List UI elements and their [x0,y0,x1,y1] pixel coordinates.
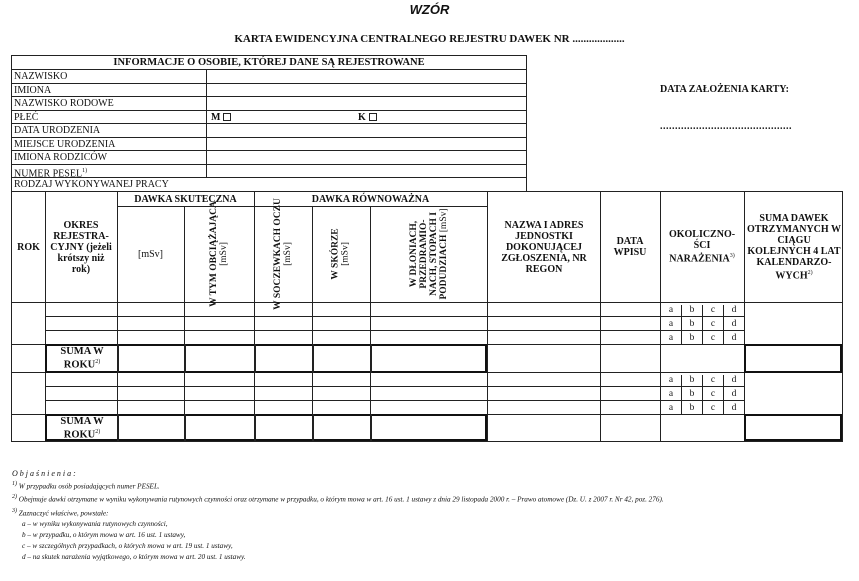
checkbox-icon[interactable] [369,113,377,121]
field-miejsce-urodzenia[interactable] [12,138,526,152]
card-date-field[interactable]: ............................................ [660,121,792,132]
col-w-tym: W TYM OBCIĄŻAJĄCA [mSv] [209,201,229,307]
field-label: IMIONA RODZICÓW [14,152,108,163]
field-rodzaj-pracy[interactable] [12,178,526,192]
letter-d[interactable]: d [731,333,737,343]
field-label: MIEJSCE URODZENIA [14,138,116,150]
letter-c[interactable]: c [710,375,716,385]
col-data-wpisu: DATA WPISU [613,236,647,258]
col-msv: [mSv] [138,248,163,260]
col-suma-dawek: SUMA DAWEK OTRZYMANYCH W CIĄGU KOLEJNYCH 4 LAT KALENDARZO-WYCH$^{2)}$ [747,212,841,282]
col-rok: ROK [17,241,40,253]
letter-a[interactable]: a [668,305,674,315]
col-dawka-skuteczna: DAWKA SKUTECZNA [134,193,237,205]
field-label: DATA URODZENIA [14,125,101,136]
field-nazwisko[interactable] [12,70,526,84]
col-nazwa: NAZWA I ADRES JEDNOSTKI DOKONUJĄCEJ ZGŁOSZENIA, NR REGON [501,219,587,275]
letter-b[interactable]: b [689,389,695,399]
field-data-urodzenia[interactable] [12,124,526,138]
letter-d[interactable]: d [731,319,737,329]
note-3b: b – w przypadku, o którym mowa w art. 16 ust. 1 ustawy, [22,531,186,540]
col-okres: OKRES REJESTRA-CYJNY (jeżeli krótszy niż rok) [50,219,112,275]
sex-m-option[interactable] [211,111,231,124]
letter-a[interactable]: a [668,333,674,343]
sex-k-option[interactable] [358,111,377,124]
letter-b[interactable]: b [689,403,695,413]
letter-d[interactable]: d [731,403,737,413]
sex-m-label: M [211,111,221,123]
col-okolicznosci: OKOLICZNO-ŚCI NARAŻENIA$^{3)}$ [668,229,736,265]
field-label: NAZWISKO [14,71,68,82]
card-date-label: DATA ZAŁOŻENIA KARTY: [660,84,789,95]
note-2: $^{2)}$ Obejmuje dawki otrzymane w wyniku wykonywania rutynowych czynności oraz otrzymane w przypadku, o którym mowa w art. 16 ust. 1 ustawy z dnia 29 listopada 2000 r. – Prawo atomowe (Dz. U. z 2007 r. Nr 42, poz. 276). [12,494,664,504]
notes-title: Objaśnienia: [12,469,78,478]
letter-c[interactable]: c [710,333,716,343]
sex-k-label: K [358,111,366,123]
suma-row-1 [45,344,487,373]
letter-c[interactable]: c [710,403,716,413]
letter-c[interactable]: c [710,389,716,399]
suma-w-roku-label: SUMA W ROKU$^{2)}$ [60,415,104,441]
checkbox-icon[interactable] [223,113,231,121]
info-heading: INFORMACJE O OSOBIE, KTÓREJ DANE SĄ REJESTROWANE [12,56,526,70]
letter-c[interactable]: c [710,319,716,329]
footnotes [12,468,852,563]
note-3a: a – w wyniku wykonywania rutynowych czynności, [22,520,168,529]
letter-c[interactable]: c [710,305,716,315]
col-dawka-rownowazna: DAWKA RÓWNOWAŻNA [311,193,430,205]
field-imiona-rodzicow[interactable] [12,151,526,165]
dose-table [11,191,843,442]
field-label: IMIONA [14,84,52,96]
note-3d: d – na skutek narażenia wyjątkowego, o którym mowa w art. 20 ust. 1 ustawy. [22,553,246,562]
personal-info-box [11,55,527,192]
col-soczewki: W SOCZEWKACH OCZU [mSv] [273,198,294,310]
col-skora: W SKÓRZE [mSv] [331,228,351,280]
field-pesel[interactable] [12,165,526,179]
letter-b[interactable]: b [689,333,695,343]
field-imiona[interactable] [12,84,526,98]
suma-w-roku-label: SUMA W ROKU$^{2)}$ [60,346,104,371]
suma-4-lat-cell-2[interactable] [744,414,842,441]
suma-row-2 [45,414,487,441]
field-label: RODZAJ WYKONYWANEJ PRACY [14,179,169,190]
letter-d[interactable]: d [731,375,737,385]
letter-b[interactable]: b [689,305,695,315]
field-label: NUMER PESEL [14,167,83,179]
letter-a[interactable]: a [668,375,674,385]
letter-a[interactable]: a [668,389,674,399]
letter-a[interactable]: a [668,319,674,329]
footnote-ref: 1) [82,167,88,174]
letter-b[interactable]: b [689,375,695,385]
field-plec[interactable] [12,111,526,125]
field-label: NAZWISKO RODOWE [14,98,114,109]
page-title: KARTA EWIDENCYJNA CENTRALNEGO REJESTRU DAWEK NR ................... [234,33,625,45]
field-label: PŁEĆ [14,111,39,123]
note-3c: c – w szczególnych przypadkach, o których mowa w art. 19 ust. 1 ustawy, [22,542,233,551]
note-1: $^{1)}$ W przypadku osób posiadających numer PESEL. [12,481,160,491]
field-nazwisko-rodowe[interactable] [12,97,526,111]
watermark-wzor: WZÓR [409,2,450,17]
letter-a[interactable]: a [668,403,674,413]
col-dlonie: W DŁONIACH, PRZEDRAMIO-NACH, STOPACH I PODUDZIACH [mSv] [408,208,449,300]
suma-4-lat-cell-1[interactable] [744,344,842,373]
letter-d[interactable]: d [731,305,737,315]
note-3: $^{3)}$ Zaznaczyć właściwe, powstałe: [12,507,109,518]
letter-d[interactable]: d [731,389,737,399]
letter-b[interactable]: b [689,319,695,329]
